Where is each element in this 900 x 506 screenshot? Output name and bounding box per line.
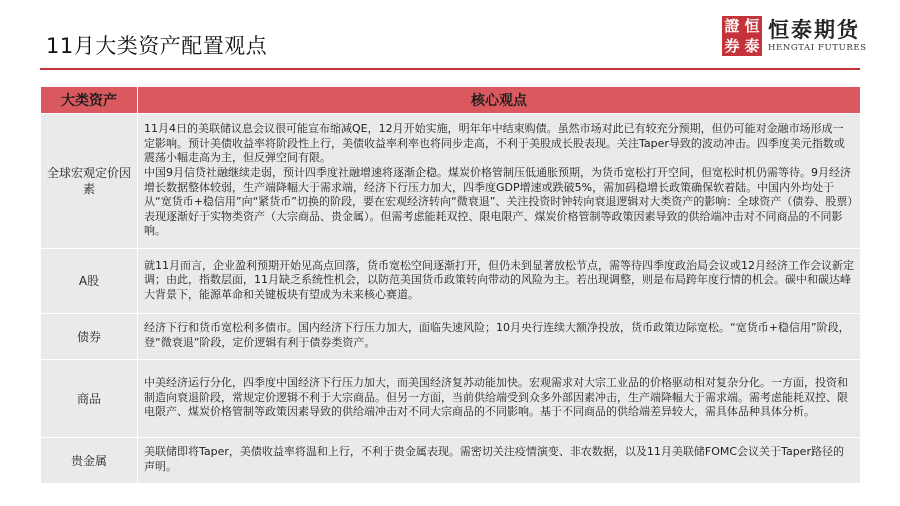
logo-seal-icon [722,16,762,56]
view-paragraph: 11月4日的美联储议息会议很可能宣布缩减QE，12月开始实施，明年年中结束购债。虽然市场对此已有较充分预期，但仍可能对金融市场形成一定影响。预计美债收益率将阶段性上行，美债收益率利率也将同步走高，不利于美股成长股表现。关注Taper导致的波动冲击。四季度美元指数或震荡小幅走高为主，但反弹空间有限。 [144,122,845,165]
table-row [41,360,861,438]
seal-char: 券 [724,37,740,55]
table-row [41,438,861,484]
row-category: 贵金属 [41,438,138,484]
row-view [138,114,861,249]
header-view: 核心观点 [138,87,861,114]
title-underline [40,68,860,70]
view-paragraph: 中国9月信贷社融继续走弱，预计四季度社融增速将逐渐企稳。煤炭价格管制压低通胀预期，为货币宽松打开空间，但宽松时机仍需等待。9月经济增长数据整体较弱，生产端降幅大于需求端，经济下行压力加大，四季度GDP增速或跌破5%，需加码稳增长政策确保软着陆。中国内外均处于从“宽货币+稳信用”向“紧货币”切换的阶段，要在宏观经济转向“微衰退”、关注投资时钟转向衰退逻辑对大类资产的影响：全球资产（债券、股票）表现逐渐好于实物类资产（大宗商品、贵金属）。但需考虑能耗双控、限电限产、煤炭价格管制等政策因素导致的供给端冲击对不同商品的不同影响。 [144,165,853,238]
table-row [41,249,861,314]
company-logo [722,14,867,58]
row-view [138,249,861,314]
row-category: 债券 [41,314,138,360]
seal-char: 恒 [744,17,760,35]
row-view [138,314,861,360]
logo-name-cn: 恒泰期货 [768,18,860,42]
header-category: 大类资产 [41,87,138,114]
view-paragraph: 就11月而言，企业盈利预期开始见高点回落，货币宽松空间逐渐打开，但仍未到显著放松节点，需等待四季度政治局会议或12月经济工作会议新定调；由此，指数层面，11月缺乏系统性机会，以防范美国货币政策转向带动的风险为主。若出现调整，则是布局跨年度行情的机会。碳中和碳达峰大背景下，能源革命和关键板块有望成为未来核心赛道。 [144,258,854,301]
view-paragraph: 中美经济运行分化，四季度中国经济下行压力加大，而美国经济复苏动能加快。宏观需求对大宗工业品的价格驱动相对复杂分化。一方面，投资和制造向衰退阶段，常规定价逻辑不利于大宗商品。但另一方面，当前供给端受到众多外部因素冲击，生产端降幅大于需求端。需考虑能耗双控、限电限产、煤炭价格管制等政策因素导致的供给端冲击对不同大宗商品的不同影响。基于不同商品的供给端差异较大，需具体品种具体分析。 [144,376,848,419]
seal-char: 泰 [744,37,760,55]
asset-allocation-table [40,86,861,484]
row-category: 商品 [41,360,138,438]
table-row [41,114,861,249]
seal-char: 證 [724,17,740,35]
view-paragraph: 经济下行和货币宽松利多债市。国内经济下行压力加大，面临失速风险；10月央行连续大额净投放，货币政策边际宽松。“宽货币+稳信用”阶段，登“微衰退”阶段，定价逻辑有利于债券类资产。 [144,321,850,349]
row-category: 全球宏观定价因素 [41,114,138,249]
logo-name-en: HENGTAI FUTURES [768,43,867,53]
table-header-row [41,87,861,114]
table-row [41,314,861,360]
row-category: A股 [41,249,138,314]
row-view [138,438,861,484]
page-title: 11月大类资产配置观点 [46,34,268,58]
logo-text [768,18,867,54]
view-paragraph: 美联储即将Taper，美债收益率将温和上行，不利于贵金属表现。需密切关注疫情演变、非农数据，以及11月美联储FOMC会议关于Taper路径的声明。 [144,445,844,473]
row-view [138,360,861,438]
